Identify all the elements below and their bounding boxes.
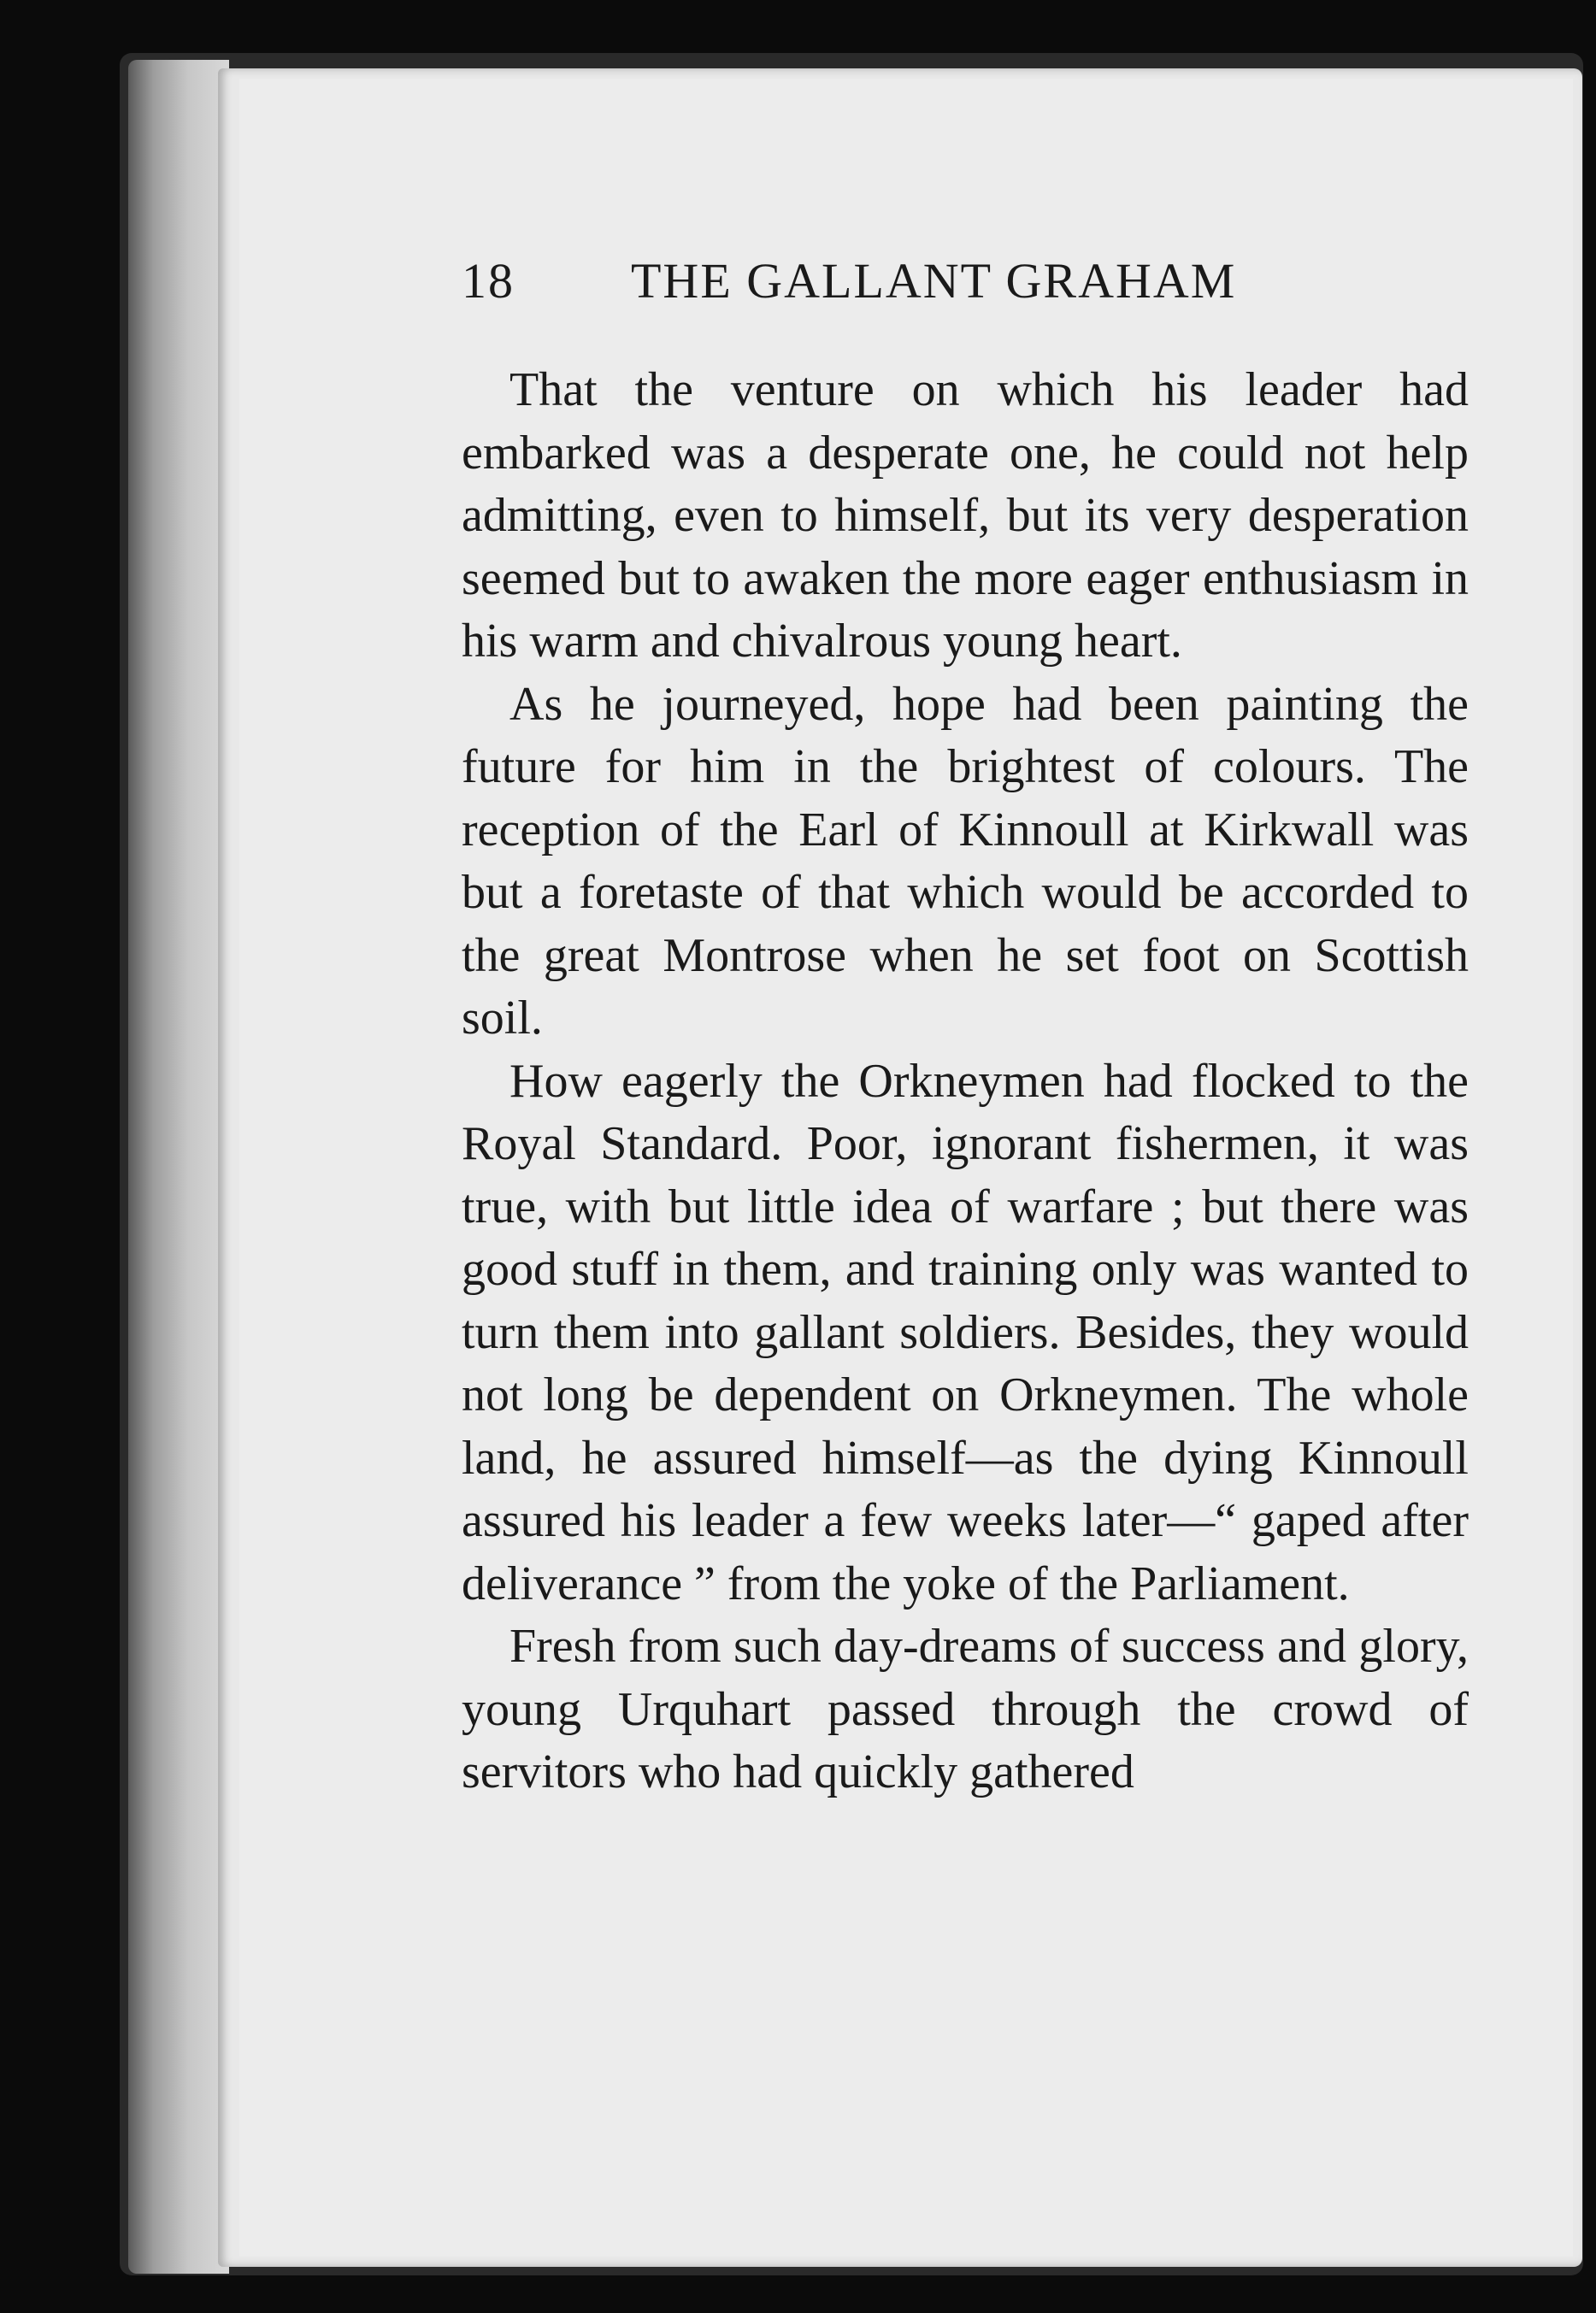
body-text <box>462 359 1469 1804</box>
paragraph: Fresh from such day-dreams of success and glory, young Urquhart passed through the crowd of servitors who had quickly gathered <box>462 1620 1469 1798</box>
running-title: THE GALLANT GRAHAM <box>631 253 1237 309</box>
paragraph: That the venture on which his leader had embarked was a desperate one, he could not help admitting, even to himself, but its very desperation seemed but to awaken the more eager enthusiasm in his warm and chivalrous young heart. <box>462 363 1469 668</box>
running-header <box>462 252 1470 329</box>
book-spine-edge <box>128 60 229 2274</box>
paragraph: How eagerly the Orkneymen had flocked to the Royal Standard. Poor, ignorant fishermen, it was true, with but little idea of warfare ; but there was good stuff in them, and training only was wanted to turn them into gallant soldiers. Besides, they would not long be dependent on Orkneymen. The whole land, he assured himself—as the dying Kinnoull assured his leader a few weeks later—“ gaped after deliverance ” from the yoke of the Parliament. <box>462 1054 1469 1610</box>
paragraph: As he journeyed, hope had been painting the future for him in the brightest of colours. The reception of the Earl of Kinnoull at Kirkwall was but a foretaste of that which would be accorded to the great Montrose when he set foot on Scottish soil. <box>462 677 1469 1045</box>
page-number: 18 <box>462 253 515 309</box>
